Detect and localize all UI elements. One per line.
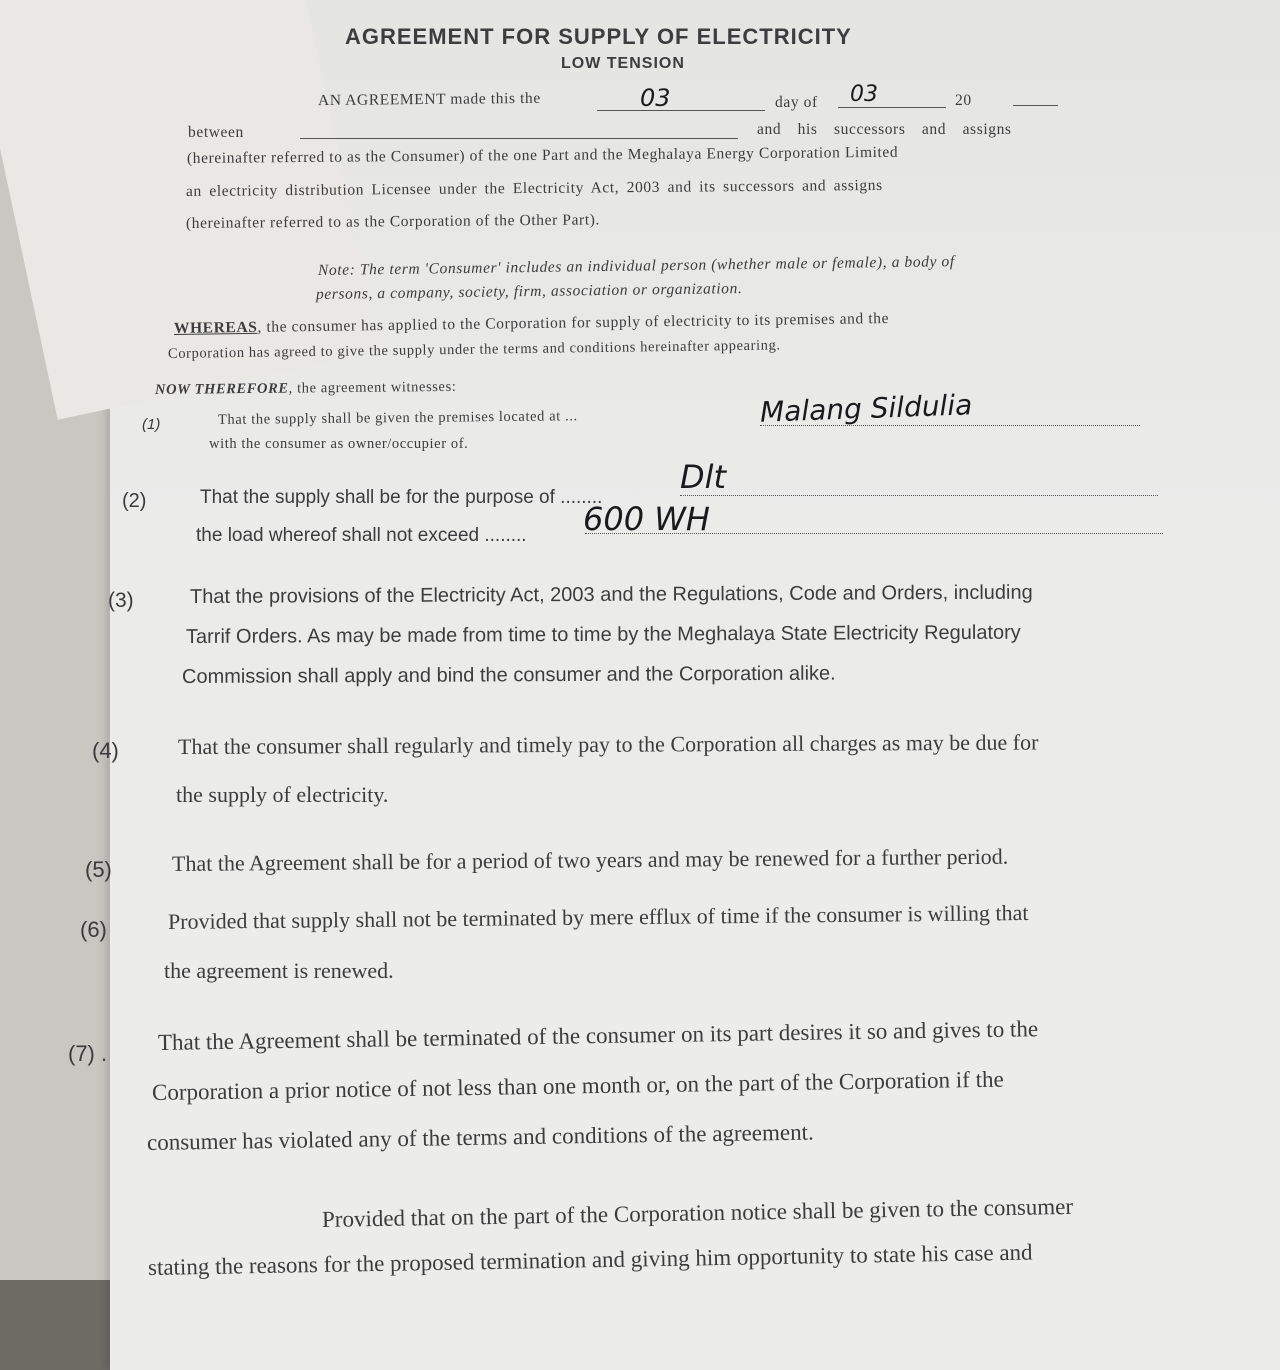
purpose-blank (680, 495, 1158, 496)
consumer-name-blank (300, 138, 738, 139)
successors-text: and his successors and assigns (757, 121, 1012, 138)
clause-3-line-3: Commission shall apply and bind the consumer and the Corporation alike. (181, 662, 836, 688)
clause-7-line-1: That the Agreement shall be terminated of the consumer on its part desires it so and gives to the (157, 1016, 1039, 1055)
whereas-keyword: WHEREAS (173, 318, 258, 337)
between-label: between (188, 124, 244, 141)
clause-2-line-2: the load whereof shall not exceed ........ (196, 525, 527, 546)
now-therefore-keyword: NOW THEREFORE (154, 380, 289, 398)
month-blank (838, 107, 946, 108)
day-handwritten: 03 (640, 84, 671, 112)
clause-2-line-1: That the supply shall be for the purpose of ........ (200, 487, 603, 508)
clause-2-number: (2) (122, 490, 147, 512)
proviso-line-2: stating the reasons for the proposed termination and giving him opportunity to state his case and (147, 1239, 1033, 1280)
clause-3-line-1: That the provisions of the Electricity Act, 2003 and the Regulations, Code and Orders, including (189, 581, 1033, 608)
agreement-made-label: AN AGREEMENT made this the (317, 89, 541, 110)
document-subtitle: LOW TENSION (561, 55, 685, 72)
clause-3-number: (3) (108, 589, 134, 612)
day-of-label: day of (775, 94, 818, 111)
clause-5-line-1: That the Agreement shall be for a period of two years and may be renewed for a further period. (171, 843, 1009, 876)
day-blank (597, 110, 765, 111)
year-blank (1013, 105, 1058, 106)
clause-1-number: (1) (142, 416, 161, 433)
proviso-line-1: Provided that on the part of the Corporation notice shall be given to the consumer (321, 1193, 1074, 1232)
clause-7-line-3: consumer has violated any of the terms and conditions of the agreement. (146, 1119, 814, 1155)
clause-6-line-2: the agreement is renewed. (164, 958, 394, 983)
premises-handwritten: Malang Sildulia (759, 388, 973, 429)
clause-3-line-2: Tarrif Orders. As may be made from time to time by the Meghalaya State Electricity Regulatory (185, 621, 1021, 648)
clause-6-line-1: Provided that supply shall not be terminated by mere efflux of time if the consumer is willing that (167, 899, 1029, 934)
purpose-handwritten: Dlt (680, 458, 727, 496)
intro-line-1: (hereinafter referred to as the Consumer) of the one Part and the Meghalaya Energy Corporation Limited (186, 143, 899, 167)
year-prefix: 20 (955, 92, 972, 109)
clause-1-line-1: That the supply shall be given the premises located at ... (217, 408, 578, 428)
note-line-2: persons, a company, society, firm, association or organization. (315, 280, 743, 303)
intro-line-3: (hereinafter referred to as the Corporation of the Other Part). (185, 211, 601, 232)
note-line-1: Note: The term 'Consumer' includes an individual person (whether male or female), a body of (317, 253, 955, 279)
now-therefore-line (155, 379, 457, 399)
whereas-text: , the consumer has applied to the Corporation for supply of electricity to its premises and the (257, 310, 890, 336)
clause-4-line-2: the supply of electricity. (176, 782, 389, 807)
month-handwritten: 03 (850, 82, 878, 107)
clause-7-number: (7) . (68, 1041, 108, 1066)
intro-line-2: an electricity distribution Licensee under the Electricity Act, 2003 and its successors and assigns (185, 176, 883, 200)
clause-7-line-2: Corporation a prior notice of not less than one month or, on the part of the Corporation if the (151, 1066, 1004, 1105)
clause-1-line-2: with the consumer as owner/occupier of. (209, 436, 469, 452)
now-therefore-text: , the agreement witnesses: (288, 378, 457, 397)
clause-6-number: (6) (80, 917, 107, 942)
clause-4-number: (4) (92, 738, 119, 763)
clause-5-number: (5) (85, 857, 112, 882)
document-title: AGREEMENT FOR SUPPLY OF ELECTRICITY (345, 24, 852, 49)
whereas-line-2: Corporation has agreed to give the supply under the terms and conditions hereinafter appearing. (167, 337, 781, 362)
load-handwritten: 600 WH (583, 500, 710, 538)
clause-4-line-1: That the consumer shall regularly and timely pay to the Corporation all charges as may be due for (177, 729, 1039, 759)
